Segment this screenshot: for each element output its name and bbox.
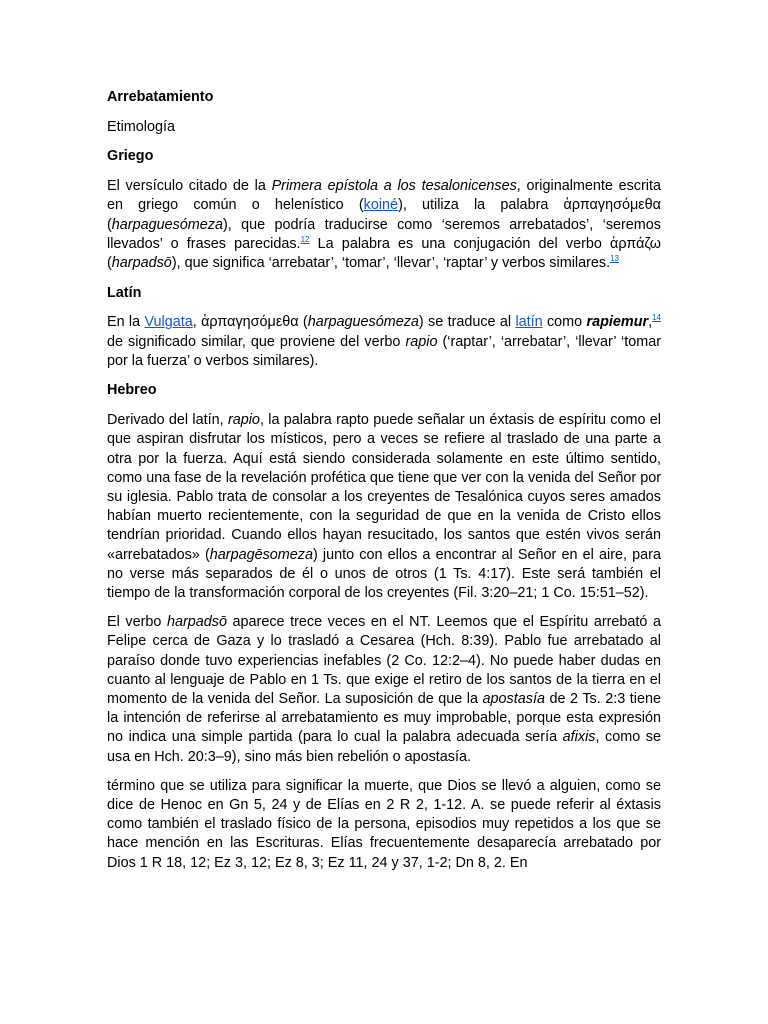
paragraph-hebreo-1 bbox=[107, 411, 661, 603]
text: , originalmente escrita en griego común o helenístico ( bbox=[107, 178, 661, 214]
document-page bbox=[107, 88, 661, 873]
text: ), utiliza la palabra ἁρπαγησόμεθα ( bbox=[107, 197, 661, 233]
text: ), que podría traducirse como ‘seremos arrebatados’, ‘seremos llevados’ o frases parecidas. bbox=[107, 216, 661, 252]
text: ) se traduce al bbox=[418, 314, 516, 331]
heading-latin: Latín bbox=[107, 284, 142, 301]
text: Derivado del latín, bbox=[107, 412, 228, 429]
italic-text: rapio bbox=[405, 333, 438, 350]
italic-text: Primera epístola a los tesalonicenses bbox=[271, 178, 517, 195]
italic-text: rapio bbox=[227, 412, 260, 429]
link-koine[interactable]: koiné bbox=[363, 197, 399, 214]
footnote-ref-14[interactable]: 14 bbox=[652, 313, 661, 323]
paragraph-latin bbox=[107, 313, 661, 371]
italic-text: harpadsō bbox=[166, 614, 227, 631]
footnote-ref-13[interactable]: 13 bbox=[610, 253, 619, 263]
paragraph-griego bbox=[107, 177, 661, 273]
document-title: Arrebatamiento bbox=[107, 89, 214, 105]
italic-text: harpadsō bbox=[111, 254, 172, 271]
text: de significado similar, que proviene del verbo bbox=[107, 333, 406, 350]
link-latin[interactable]: latín bbox=[515, 314, 543, 331]
text: , como se usa en Hch. 20:3–9), sino más bien rebelión o apostasía. bbox=[107, 729, 661, 765]
section-etimologia: Etimología bbox=[107, 118, 175, 135]
text: En la bbox=[107, 314, 145, 331]
text: ), que significa ‘arrebatar’, ‘tomar’, ‘llevar’, ‘raptar’ y verbos similares. bbox=[171, 254, 611, 271]
italic-text: harpagēsomeza bbox=[209, 546, 313, 563]
text: El verbo bbox=[107, 614, 167, 631]
text: (‘raptar’, ‘arrebatar’, ‘llevar’ ‘tomar por la fuerza’ o verbos similares). bbox=[107, 333, 661, 369]
text: aparece trece veces en el NT. Leemos que el Espíritu arrebató a Felipe cerca de Gaza y lo trasladó a Cesarea (Hch. 8:39). Pablo fue arrebatado al paraíso donde tuvo experiencias inefables (2 Co. 12:2–4). No puede haber dudas en cuanto al lenguaje de Pablo en 1 Ts. que exige el retiro de los santos de la tierra en el momento de la venida del Señor. La suposición de que la bbox=[107, 614, 661, 707]
text: El versículo citado de la bbox=[107, 178, 272, 195]
heading-griego: Griego bbox=[107, 148, 154, 165]
bold-italic-text: rapiemur bbox=[586, 314, 649, 331]
heading-hebreo: Hebreo bbox=[107, 382, 157, 399]
italic-text: apostasía bbox=[482, 690, 545, 707]
italic-text: harpaguesómeza bbox=[111, 216, 224, 233]
text: como bbox=[542, 314, 587, 331]
text: , bbox=[648, 314, 653, 331]
italic-text: harpaguesómeza bbox=[307, 314, 419, 331]
italic-text: afixis bbox=[562, 729, 596, 746]
text: ) junto con ellos a encontrar al Señor en el aire, para no verse más separados de él o unos de otros (1 Ts. 4:17). Este será también el tiempo de la transformación corporal de los creyentes (Fil. 3:20–21; 1 Co. 15:51–52). bbox=[107, 546, 661, 601]
footnote-ref-12[interactable]: 12 bbox=[300, 234, 310, 244]
text: , la palabra rapto puede señalar un éxtasis de espíritu como el que aspiran disfrutar los místicos, pero a veces se refiere al traslado de una parte a otra por la fuerza. Aquí está siendo considerada solamente en este último sentido, como una fase de la revelación profética que tiene que ver con la venida del Señor por su iglesia. Pablo trata de consolar a los creyentes de Tesalónica cuyos seres amados habían muerto recientemente, con la seguridad de que en la venida de Cristo ellos tendrían prioridad. Cuando ellos hayan resucitado, los santos que estén vivos serán «arrebatados» ( bbox=[107, 412, 661, 563]
text: de 2 Ts. 2:3 tiene la intención de referirse al arrebatamiento es muy improbable, porque esta expresión no indica una simple partida (para lo cual la palabra adecuada sería bbox=[107, 690, 661, 746]
link-vulgata[interactable]: Vulgata bbox=[144, 314, 193, 331]
text: La palabra es una conjugación del verbo ἁρπάζω ( bbox=[107, 235, 662, 271]
paragraph-hebreo-3: término que se utiliza para significar la muerte, que Dios se llevó a alguien, como se dice de Henoc en Gn 5, 24 y de Elías en 2 R 2, 1-12. A. se puede referir al éxtasis como también el traslado físico de la persona, episodios muy repetidos a los que se hace mención en las Escrituras. Elías frecuentemente desaparecía arrebatado por Dios 1 R 18, 12; Ez 3, 12; Ez 8, 3; Ez 11, 24 y 37, 1-2; Dn 8, 2. En bbox=[107, 777, 661, 871]
paragraph-hebreo-2 bbox=[107, 613, 661, 767]
text: , ἁρπαγησόμεθα ( bbox=[192, 314, 308, 331]
